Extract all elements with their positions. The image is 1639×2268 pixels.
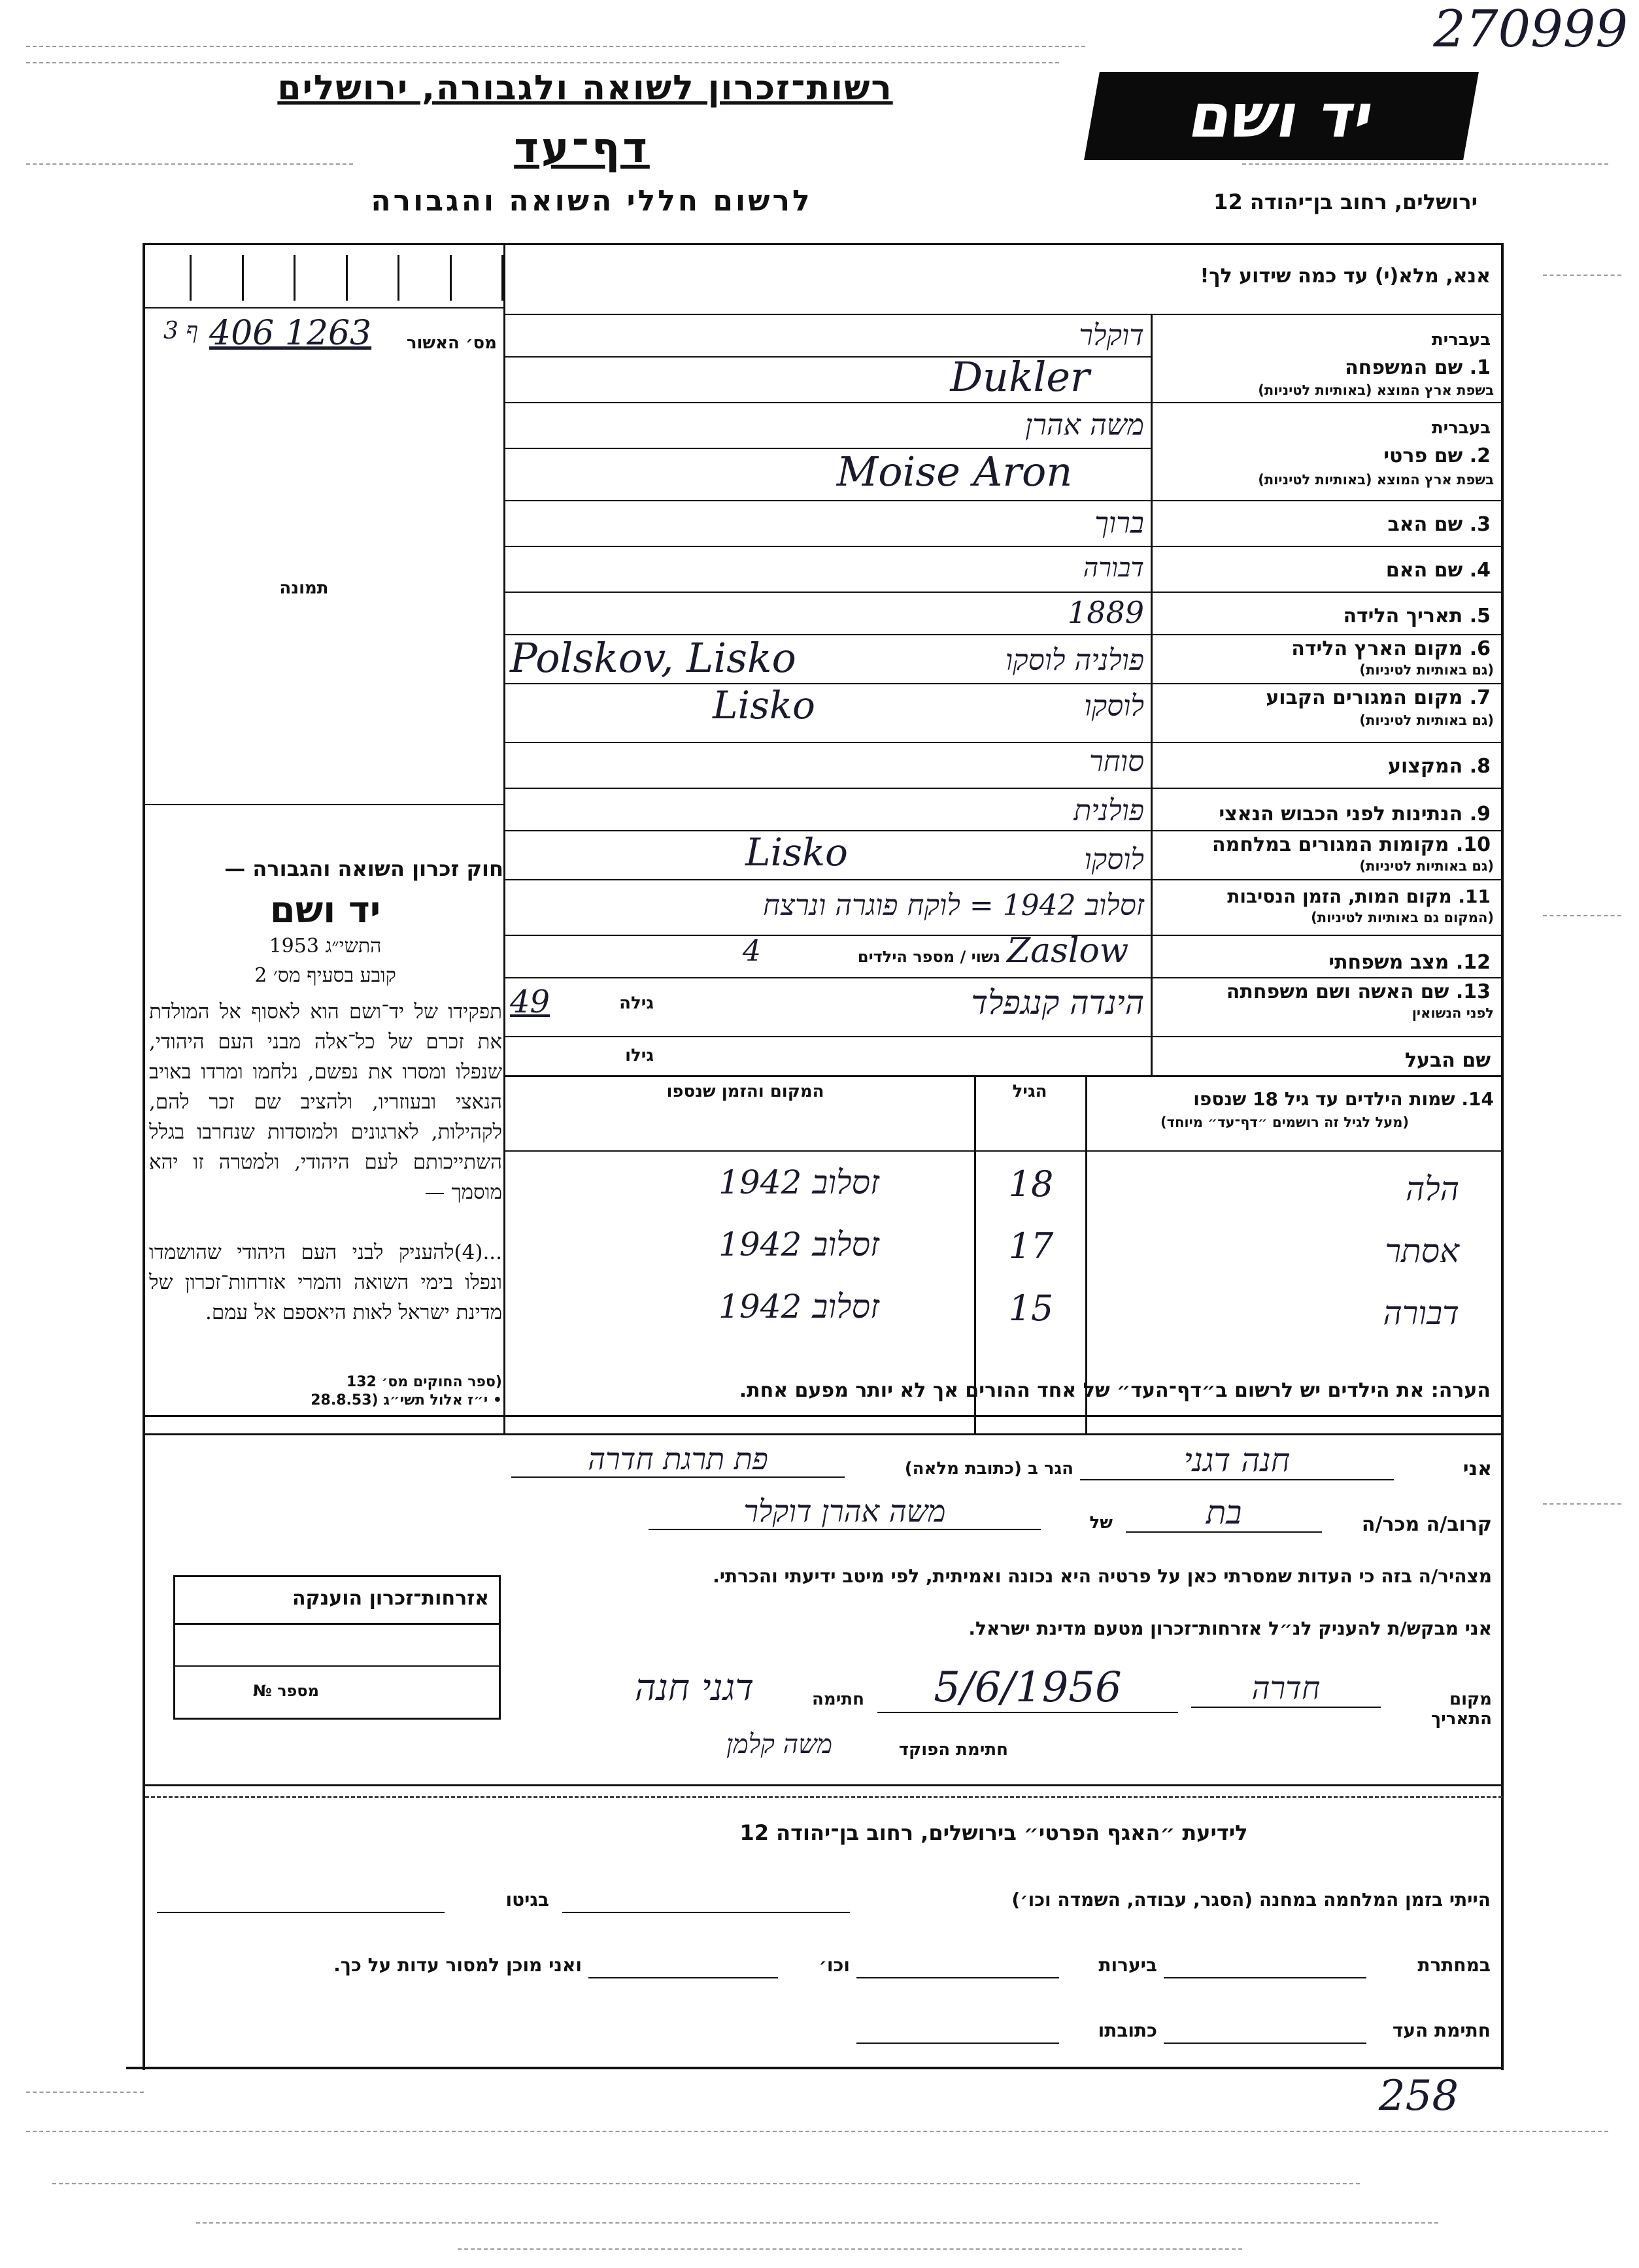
surname-label: 1. שם המשפחה (1345, 356, 1491, 379)
husband-age-label: גילו (625, 1046, 654, 1065)
citizenship-box-line (175, 1665, 499, 1667)
table-row (505, 1226, 1502, 1288)
mother-name-label: 4. שם האם (1385, 559, 1491, 582)
marital-label: 12. מצב משפחתי (1328, 951, 1491, 974)
birth-date-label: 5. תאריך הלידה (1343, 605, 1491, 627)
death-place-label: 11. מקום המות, הזמן הנסיבות (1227, 886, 1491, 907)
law-body: תפקידו של יד־ושם הוא לאסוף אל המולדת את זכרם של כל־אלה מבני העם היהודי, שנפלו ומסרו את נפשם, נלחמו ומרדו באויב הנאצי ובעוזריו, ולהציב שם זכר להם, לקהילות, לארגונים ולמוסדות שנחרבו בגלל השתייכותם לעם היהודי, ולמטרה זו יהא מוסמך — (149, 1000, 502, 1204)
birth-date-value: 1889 (1067, 595, 1144, 630)
partisans-line-2-end: ואני מוכן למסור עדות על כך. (333, 1954, 582, 1976)
scan-noise (1543, 915, 1621, 916)
firstname-label: 2. שם פרטי (1383, 444, 1491, 467)
wife-name-value: הינדה קנגפלד (971, 984, 1144, 1022)
scan-noise (458, 2248, 1242, 2250)
fill-line (856, 2043, 1059, 2044)
approval-checkboxes (190, 255, 503, 301)
marital-latin-value: Zaslow (1007, 931, 1129, 971)
witness-address-label: כתובתו (1098, 2020, 1157, 2041)
profession-value: סוחר (1089, 745, 1144, 778)
declaration-statement: מצהיר/ה בזה כי העדות שמסרתי כאן על פרטיה היא נכונה ואמיתית, לפי מיטב ידיעתי והכרתי. (713, 1565, 1492, 1587)
law-year: התשי״ג 1953 (269, 935, 382, 958)
mother-name-value: דבורה (1083, 553, 1144, 583)
row-line (505, 592, 1502, 593)
note-top-line (145, 1433, 1502, 1435)
partisans-etc: וכו׳ (819, 1954, 850, 1976)
firstname-hebrew-tag: בעברית (1431, 418, 1491, 438)
row-line (505, 1075, 1502, 1077)
wife-name-sub: לפני הנשואין (1411, 1005, 1494, 1021)
note-text: הערה: את הילדים יש לרשום ב״דף־העד״ של אחד ההורים אך לא יותר מפעם אחת. (739, 1379, 1491, 1402)
wife-age-label: גילה (619, 993, 654, 1013)
fill-line (562, 1912, 850, 1913)
relation-value: בת (1126, 1493, 1322, 1533)
citizenship-request: אני מבקש/ת להעניק לנ״ל אזרחות־זכרון מטעם מדינת ישראל. (968, 1618, 1492, 1639)
row-line (505, 683, 1502, 684)
residence-hebrew-value: לוסקו (1084, 690, 1144, 723)
wife-name-label: 13. שם האשה ושם משפחתה (1226, 980, 1491, 1003)
fill-line (1164, 2043, 1366, 2044)
row-line (505, 935, 1502, 936)
photo-label: תמונה (279, 578, 329, 598)
officer-signature-label: חתימת הפוקד (898, 1740, 1008, 1759)
partisans-ghetto: בגיטו (505, 1889, 549, 1910)
child-name: הלה (1406, 1170, 1459, 1208)
law-footnote-2: • י״ז אלול תשי״ג (28.8.53 (311, 1392, 502, 1409)
stamp-number: 270999 (1433, 0, 1628, 59)
wife-age-value: 49 (510, 984, 550, 1020)
form-title: דף־עד (514, 124, 650, 173)
firstname-sub: בשפת ארץ המוצא (באותיות לטיניות) (1258, 472, 1494, 488)
death-place-sub: (המקום גם באותיות לטיניות) (1311, 910, 1494, 926)
frame-bottom (126, 2067, 1504, 2069)
children-sub: (מעל לגיל זה רושמים ״דף־עד״ מיוחד) (1160, 1114, 1409, 1130)
row-line (505, 788, 1502, 789)
place-date-label: מקום התאריך (1431, 1690, 1492, 1729)
child-age: 18 (1008, 1163, 1054, 1205)
separator-dashes (145, 1796, 1502, 1798)
page-number: 258 (1378, 2072, 1459, 2120)
citizenship-box (173, 1575, 501, 1720)
photo-bottom-line (145, 804, 505, 805)
war-residence-hebrew-value: לוסקו (1084, 843, 1144, 876)
row-line (505, 879, 1502, 880)
law-heading: חוק זכרון השואה והגבורה — (224, 856, 503, 881)
note-bottom-line (145, 1415, 1502, 1417)
address: ירושלים, רחוב בן־יהודה 12 (1213, 190, 1478, 214)
citizenship-number-label: מספר № (252, 1682, 319, 1700)
form-subtitle: לרשום חללי השואה והגבורה (371, 184, 813, 218)
fill-line (1164, 1977, 1366, 1978)
father-name-label: 3. שם האב (1387, 513, 1491, 536)
children-rows (505, 1150, 1502, 1399)
witness-signature-label: חתימת העד (1392, 2020, 1491, 2041)
org-name: רשות־זכרון לשואה ולגבורה, ירושלים (277, 69, 893, 108)
partisans-underground: במחתרת (1417, 1954, 1491, 1976)
intro-text: אנא, מלא(י) עד כמה שידוע לך! (1200, 265, 1491, 288)
scan-noise (1543, 1503, 1621, 1505)
row-line (505, 500, 1502, 501)
scan-noise (26, 2131, 1608, 2132)
firstname-hebrew-value: משה אהרן (1024, 409, 1144, 442)
child-place: זסלוב 1942 (718, 1288, 879, 1326)
citizenship-box-line (175, 1623, 499, 1625)
child-name: דבורה (1383, 1294, 1459, 1332)
fill-line (856, 1977, 1059, 1978)
signature-label: חתימה (812, 1690, 864, 1709)
officer-signature-value: משה קלמן (726, 1729, 833, 1759)
scan-noise (26, 46, 1085, 47)
declaration-prefix: אני (1462, 1458, 1492, 1480)
children-age-header: הגיל (1012, 1082, 1047, 1101)
partisans-forests: ביערות (1098, 1954, 1157, 1976)
row-line (505, 314, 1502, 315)
child-age: 17 (1008, 1226, 1054, 1267)
profession-label: 8. המקצוע (1388, 755, 1491, 778)
approval-prefix: 3 ף (163, 318, 199, 344)
children-count-value: 4 (743, 935, 761, 968)
approval-label: מס׳ האשור (406, 333, 497, 353)
fill-line (157, 1912, 445, 1913)
surname-hebrew-value: דוקלר (1079, 319, 1144, 352)
child-place: זסלוב 1942 (718, 1226, 879, 1263)
scan-noise (52, 2183, 1360, 2184)
logo-text: יד ושם (1184, 81, 1379, 151)
surname-hebrew-tag: בעברית (1431, 330, 1491, 350)
residence-sub: (גם באותיות לטיניות) (1359, 712, 1494, 728)
declarant-address: פת תרגת חדרה (511, 1441, 845, 1478)
law-footnote-1: (ספר החוקים מס׳ 132 (346, 1374, 502, 1390)
scan-noise (26, 2092, 144, 2093)
partisans-title: לידיעת ״האגף הפרטי״ בירושלים, רחוב בן־יהודה 12 (739, 1820, 1248, 1845)
citizenship-title: אזרחות־זכרון הוענקה (292, 1587, 489, 1610)
children-label: 14. שמות הילדים עד גיל 18 שנספו (1193, 1088, 1494, 1110)
row-line (505, 402, 1502, 403)
scan-noise (26, 62, 1059, 63)
row-line (505, 1036, 1502, 1037)
firstname-latin-value: Moise Aron (836, 448, 1073, 495)
label-column-divider (1151, 314, 1153, 1075)
date-value: 5/6/1956 (877, 1663, 1178, 1713)
scan-noise (1242, 163, 1608, 165)
husband-label: שם הבעל (1404, 1049, 1491, 1072)
declarant-name: חנה דגני (1080, 1441, 1394, 1480)
row-line (505, 546, 1502, 547)
approval-line (145, 307, 505, 309)
separator-line (145, 1784, 1502, 1786)
place-value: חדרה (1191, 1670, 1381, 1708)
war-residence-latin-value: Lisko (745, 830, 848, 875)
birth-place-sub: (גם באותיות לטיניות) (1359, 662, 1494, 678)
signature-value: דגני חנה (634, 1667, 754, 1709)
law-clause: קובע בסעיף מס׳ 2 (254, 964, 396, 987)
table-row (505, 1288, 1502, 1350)
partisans-line-1: הייתי בזמן המלחמה במחנה (הסגר, עבודה, השמדה וכו׳) (1011, 1889, 1491, 1910)
row-line (505, 830, 1502, 831)
child-place: זסלוב 1942 (718, 1163, 879, 1201)
war-residence-label: 10. מקומות המגורים במלחמה (1212, 833, 1491, 856)
child-age: 15 (1008, 1288, 1054, 1329)
death-place-value: זסלוב 1942 = לוקח פוגרה ונרצח (762, 889, 1144, 922)
row-line (505, 977, 1502, 978)
birth-place-latin-value: Polskov, Lisko (510, 634, 796, 682)
father-name-value: ברוך (1094, 507, 1144, 540)
nationality-label: 9. הנתינות לפני הכבוש הנאצי (1219, 803, 1491, 825)
children-place-header: המקום והזמן שנספו (666, 1082, 824, 1101)
surname-sub: בשפת ארץ המוצא (באותיות לטיניות) (1258, 382, 1494, 398)
surname-latin-value: Dukler (950, 353, 1090, 401)
nationality-value: פולנית (1073, 794, 1144, 827)
scan-noise (1543, 275, 1621, 276)
relation-label: קרוב/ה מכר/ה (1361, 1513, 1492, 1536)
row-line (505, 742, 1502, 743)
marital-inline-label: נשוי / מספר הילדים (857, 948, 1000, 966)
address-label: הגר ב (כתובת מלאה) (904, 1459, 1073, 1478)
approval-number: 406 1263 (209, 314, 372, 353)
child-name: אסתר (1385, 1232, 1459, 1270)
birth-place-hebrew-value: פולניה לוסקו (1005, 644, 1144, 677)
law-title: יד ושם (269, 889, 381, 931)
war-residence-sub: (גם באותיות לטיניות) (1359, 858, 1494, 874)
scan-noise (196, 2222, 1438, 2224)
residence-label: 7. מקום המגורים הקבוע (1266, 686, 1491, 709)
scan-noise (26, 163, 353, 165)
birth-place-label: 6. מקום הארץ הלידה (1291, 637, 1491, 660)
yad-vashem-logo (1084, 72, 1479, 160)
residence-latin-value: Lisko (713, 683, 815, 727)
of-label: של (1089, 1513, 1113, 1533)
fill-line (588, 1977, 778, 1978)
table-row (505, 1163, 1502, 1226)
law-body-2: ...(4)להעניק לבני העם היהודי שהושמדו ונפלו בימי השואה והמרי אזרחות־זכרון של מדינת ישראל לאות היאספם אל עמם. (149, 1241, 502, 1324)
frame-top (143, 243, 1504, 245)
related-person: משה אהרן דוקלר (649, 1493, 1041, 1530)
